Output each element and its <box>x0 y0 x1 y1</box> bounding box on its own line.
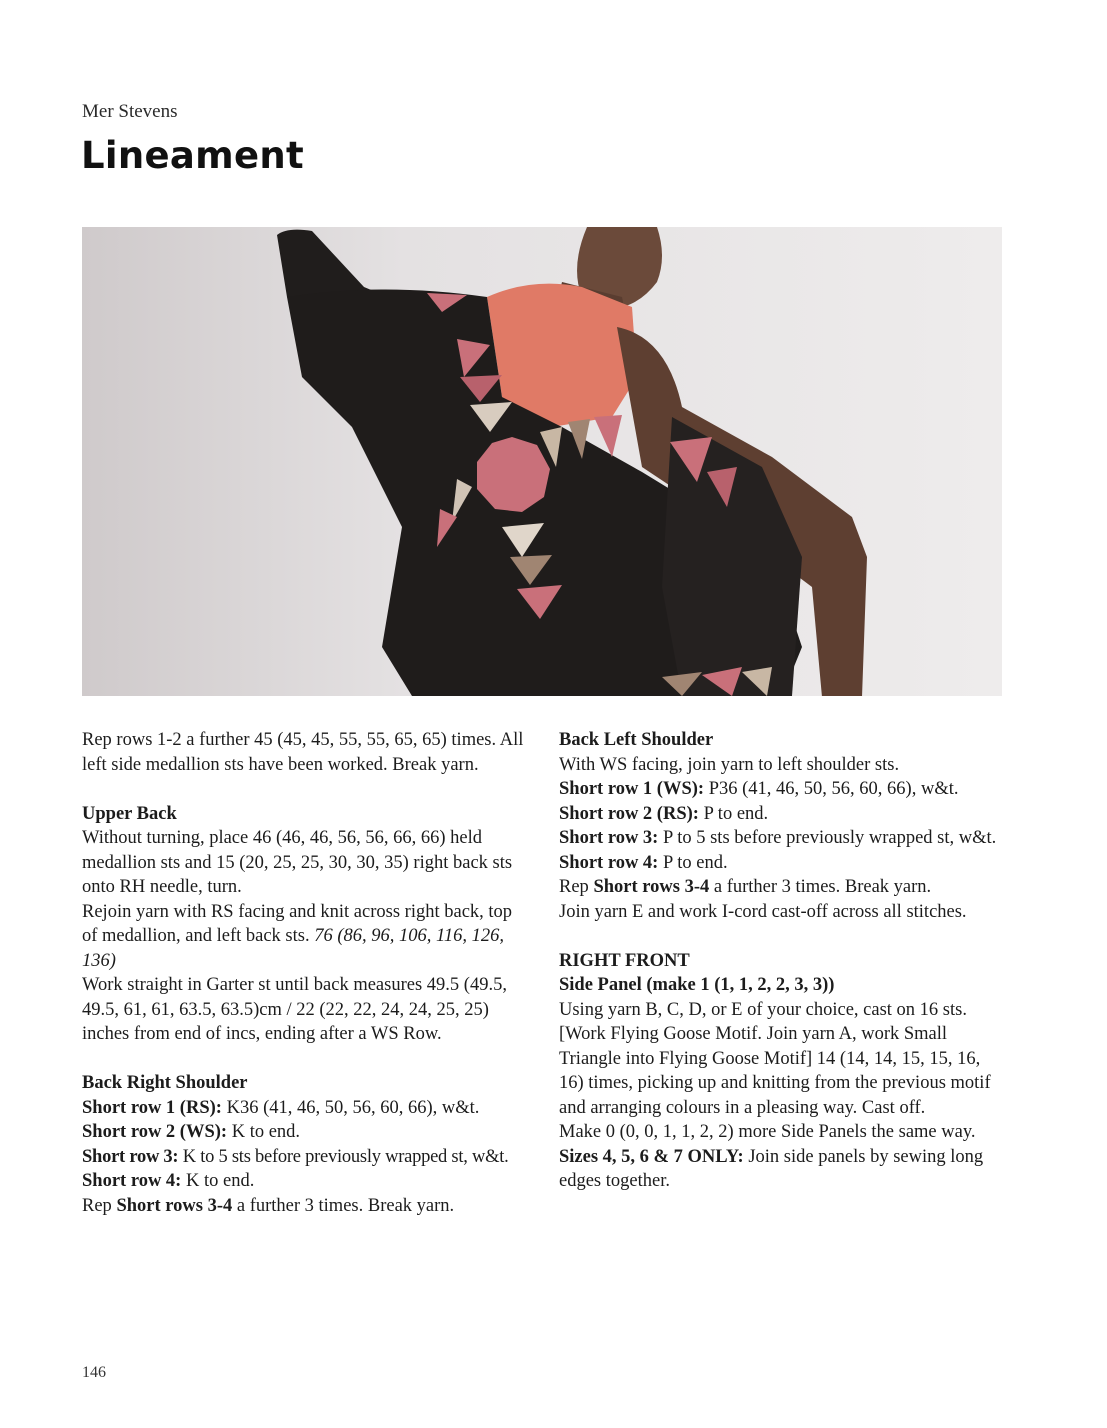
paragraph: Work straight in Garter st until back measures 49.5 (49.5, 49.5, 61, 61, 63.5, 63.5)cm / 22 (22, 22, 24, 24, 25, 25) inches from end of incs, ending after a WS Row. <box>82 975 507 1044</box>
instruction-line: Short row 2 (WS): K to end. <box>82 1122 301 1142</box>
instruction-line: Short row 2 (RS): P to end. <box>559 803 769 824</box>
paragraph: Without turning, place 46 (46, 46, 56, 56, 66, 66) held medallion sts and 15 (20, 25, 25, 30, 30, 35) right back sts onto RH needle, turn. <box>82 828 513 897</box>
instruction-line: Short row 3: P to 5 sts before previously wrapped st, w&t. <box>559 828 997 848</box>
left-column <box>82 728 527 1218</box>
pattern-title: Lineament <box>81 134 305 177</box>
instruction-line: Short row 4: K to end. <box>82 1171 255 1191</box>
page-number: 146 <box>82 1364 106 1381</box>
section-heading-back-right-shoulder: Back Right Shoulder <box>82 1073 248 1093</box>
instruction-line: Short row 4: P to end. <box>559 852 728 873</box>
right-column <box>559 728 1004 1194</box>
garment-photo <box>82 227 1002 696</box>
instruction-line: Short row 3: K to 5 sts before previously wrapped st, w&t. <box>82 1146 509 1167</box>
instruction-line: Rep Short rows 3-4 a further 3 times. Break yarn. <box>559 877 932 897</box>
paragraph: Make 0 (0, 0, 1, 1, 2, 2) more Side Panels the same way. <box>559 1122 976 1142</box>
paragraph: Rep rows 1-2 a further 45 (45, 45, 55, 55, 65, 65) times. All left side medallion sts have been worked. Break yarn. <box>82 730 524 775</box>
paragraph: Rejoin yarn with RS facing and knit across right back, top of medallion, and left back sts. 76 (86, 96, 106, 116, 126, 136) <box>82 901 513 971</box>
section-heading-right-front: RIGHT FRONT <box>559 950 690 971</box>
instruction-line: Sizes 4, 5, 6 & 7 ONLY: Join side panels by sewing long edges together. <box>559 1146 984 1191</box>
paragraph: [Work Flying Goose Motif. Join yarn A, work Small Triangle into Flying Goose Motif] 14 (14, 14, 15, 15, 16, 16) times, picking up and knitting from the previous motif and arranging colours in a pleasing way. Cast off. <box>559 1024 991 1118</box>
section-heading-back-left-shoulder: Back Left Shoulder <box>559 730 714 750</box>
instruction-line: Short row 1 (WS): P36 (41, 46, 50, 56, 60, 66), w&t. <box>559 779 959 799</box>
paragraph: Using yarn B, C, D, or E of your choice, cast on 16 sts. <box>559 999 967 1020</box>
paragraph: Join yarn E and work I-cord cast-off across all stitches. <box>559 901 967 922</box>
author-name: Mer Stevens <box>82 101 178 122</box>
paragraph: With WS facing, join yarn to left shoulder sts. <box>559 754 900 775</box>
section-heading-upper-back: Upper Back <box>82 803 177 824</box>
section-subheading-side-panel: Side Panel (make 1 (1, 1, 2, 2, 3, 3)) <box>559 975 835 995</box>
instruction-line: Short row 1 (RS): K36 (41, 46, 50, 56, 60, 66), w&t. <box>82 1097 480 1118</box>
instruction-line: Rep Short rows 3-4 a further 3 times. Break yarn. <box>82 1195 455 1216</box>
